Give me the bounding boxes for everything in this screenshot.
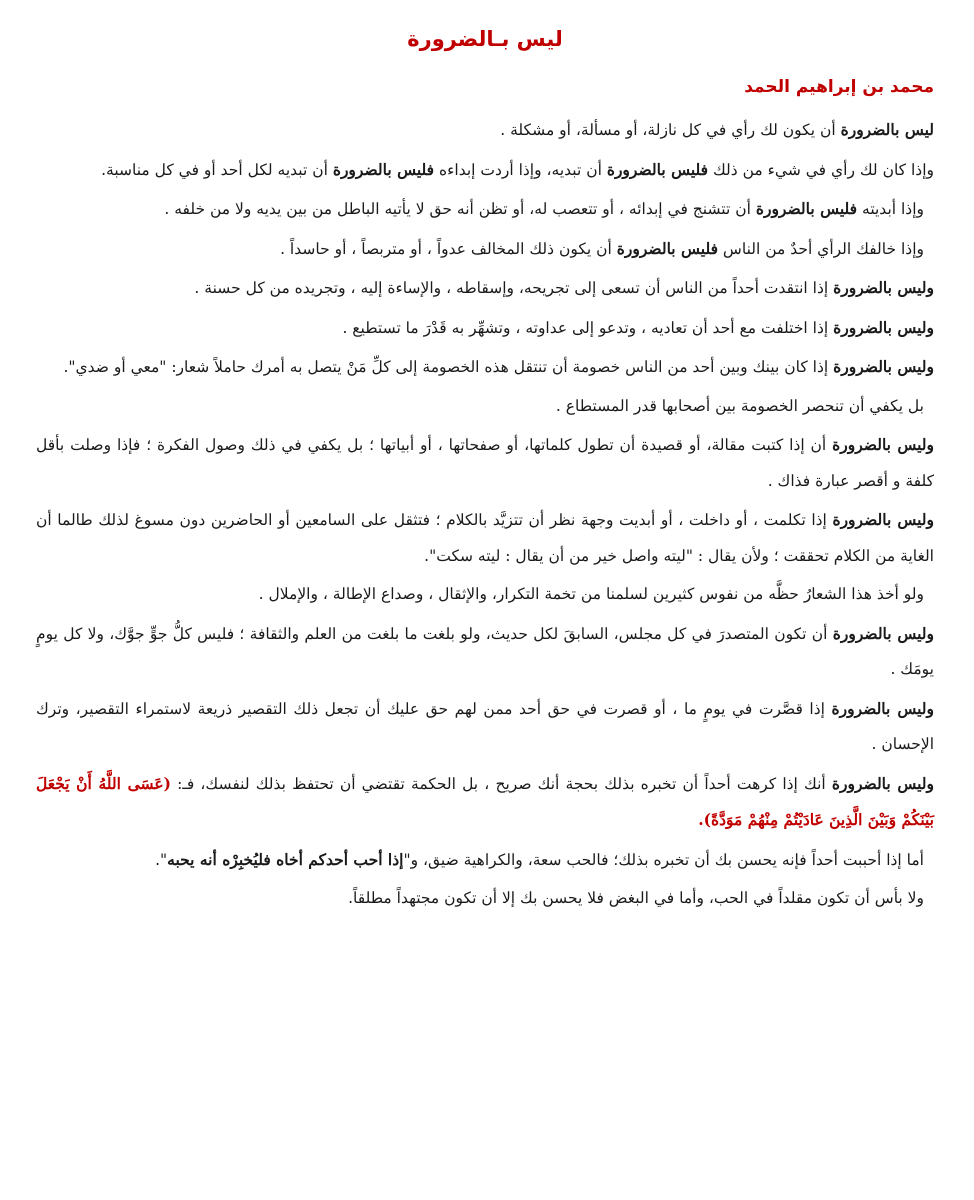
- paragraph-text: أن تتشنج في إبدائه ، أو تتعصب له، أو تظن أنه حق لا يأتيه الباطل من بين يديه ولا من خلفه .: [164, 200, 756, 218]
- emphasis-phrase: فليس بالضرورة: [616, 238, 718, 258]
- emphasis-phrase: وليس بالضرورة: [831, 773, 934, 793]
- author-name: محمد بن إبراهيم الحمد: [744, 77, 934, 97]
- paragraph-text: إذا كان بينك وبين أحد من الناس خصومة أن تنتقل هذه الخصومة إلى كلِّ مَنْ يتصل به أمرك حاملاً شعار: "معي أو ضدي".: [63, 358, 834, 376]
- emphasis-phrase: ليس بالضرورة: [840, 120, 934, 139]
- emphasis-phrase: إذا أحب أحدكم أخاه فليُخبِرْه أنه يحبه: [167, 849, 404, 869]
- emphasis-phrase: وليس بالضرورة: [832, 510, 934, 529]
- paragraph-text: إذا تكلمت ، أو داخلت ، أو أبديت وجهة نظر أن تتزيَّد بالكلام ؛ فتثقل على السامعين أو الحاضرين دون مسوغ لذلك طالما أن الغاية من الكلام تحققت ؛ ولأن يقال : "ليته واصل خير من أن يقال : ليته سكت".: [36, 511, 934, 565]
- paragraph-text: وإذا أبديته: [857, 200, 924, 218]
- paragraph: [36, 842, 934, 879]
- article-body: [36, 112, 934, 917]
- emphasis-phrase: فليس بالضرورة: [332, 159, 435, 179]
- paragraph-text: إذا قصَّرت في يومٍ ما ، أو قصرت في حق أحد ممن لهم حق عليك أن تجعل ذلك التقصير ذريعة لاستمراء التقصير، وترك الإحسان .: [36, 699, 934, 753]
- emphasis-phrase: فليس بالضرورة: [606, 159, 709, 179]
- paragraph-text: وإذا كان لك رأي في شيء من ذلك: [708, 160, 934, 179]
- paragraph-text: أنك إذا كرهت أحداً أن تخبره بذلك بحجة أنك صريح ، بل الحكمة تقتضي أن تحتفظ بذلك لنفسك، فـ:: [170, 774, 832, 793]
- paragraph-text: أن يكون ذلك المخالف عدواً ، أو متربصاً ، أو حاسداً .: [280, 239, 617, 258]
- paragraph: [36, 577, 934, 613]
- quran-verse: (عَسَى اللَّهُ أَنْ يَجْعَلَ بَيْنَكُمْ وَبَيْنَ الَّذِينَ عَادَيْتُمْ مِنْهُمْ مَوَدَّةً).: [36, 773, 934, 829]
- paragraph: [36, 231, 934, 268]
- paragraph-text: بل يكفي أن تنحصر الخصومة بين أصحابها قدر المستطاع .: [555, 396, 924, 415]
- emphasis-phrase: وليس بالضرورة: [832, 623, 934, 643]
- paragraph-text: أن تكون المتصدرَ في كل مجلس، السابقَ لكل حديث، ولو بلغت ما بلغت من العلم والثقافة ؛ فليس كلُّ جوٍّ جوَّك، ولا كل يومٍ يومَك .: [36, 624, 934, 678]
- paragraph-text: أما إذا أحببت أحداً فإنه يحسن بك أن تخبره بذلك؛ فالحب سعة، والكراهية ضيق، و": [403, 850, 924, 869]
- paragraph-text: وإذا خالفك الرأي أحدٌ من الناس: [718, 239, 924, 258]
- paragraph: [36, 270, 934, 307]
- paragraph: [36, 881, 934, 917]
- paragraph: [36, 389, 934, 425]
- emphasis-phrase: وليس بالضرورة: [833, 357, 934, 376]
- paragraph-text: أن يكون لك رأي في كل نازلة، أو مسألة، أو مشكلة .: [500, 121, 841, 139]
- paragraph: [36, 691, 934, 763]
- paragraph: [36, 349, 934, 386]
- article-title: ليس بـالضرورة: [407, 27, 563, 51]
- paragraph: [36, 310, 934, 347]
- paragraph-text: ولو أخذ هذا الشعارُ حظَّه من نفوس كثيرين لسلمنا من تخمة التكرار، والإثقال ، وصداع الإطالة ، والإملال .: [258, 585, 924, 603]
- paragraph: [36, 152, 934, 189]
- paragraph-text: أن تبديه لكل أحد أو في كل مناسبة.: [101, 160, 333, 179]
- emphasis-phrase: وليس بالضرورة: [832, 435, 934, 454]
- paragraph: [36, 766, 934, 839]
- paragraph-text: أن تبديه، وإذا أردت إبداءه: [434, 160, 607, 179]
- paragraph-text: إذا اختلفت مع أحد أن تعاديه ، وتدعو إلى عداوته ، وتشهِّر به قَدْرَ ما تستطيع .: [342, 318, 834, 337]
- paragraph-text: إذا انتقدت أحداً من الناس أن تسعى إلى تجريحه، وإسقاطه ، والإساءة إليه ، وتجريده من كل حسنة .: [194, 279, 834, 297]
- paragraph: [36, 112, 934, 149]
- paragraph-text: ولا بأس أن تكون مقلداً في الحب، وأما في البغض فلا يحسن بك إلا أن تكون مجتهداً مطلقاً.: [348, 889, 924, 907]
- emphasis-phrase: وليس بالضرورة: [833, 278, 934, 297]
- paragraph: [36, 616, 934, 688]
- emphasis-phrase: فليس بالضرورة: [755, 199, 858, 218]
- emphasis-phrase: وليس بالضرورة: [831, 698, 934, 718]
- paragraph: [36, 502, 934, 574]
- paragraph: [36, 191, 934, 228]
- paragraph: [36, 427, 934, 499]
- paragraph-text: ".: [155, 850, 168, 869]
- paragraph-text: أن إذا كتبت مقالة، أو قصيدة أن تطول كلماتها، أو صفحاتها ، أو أبياتها ؛ بل يكفي في ذلك وصول الفكرة ؛ فإذا وصلت بأقل كلفة و أقصر عبارة فذاك .: [36, 436, 934, 490]
- emphasis-phrase: وليس بالضرورة: [833, 317, 934, 337]
